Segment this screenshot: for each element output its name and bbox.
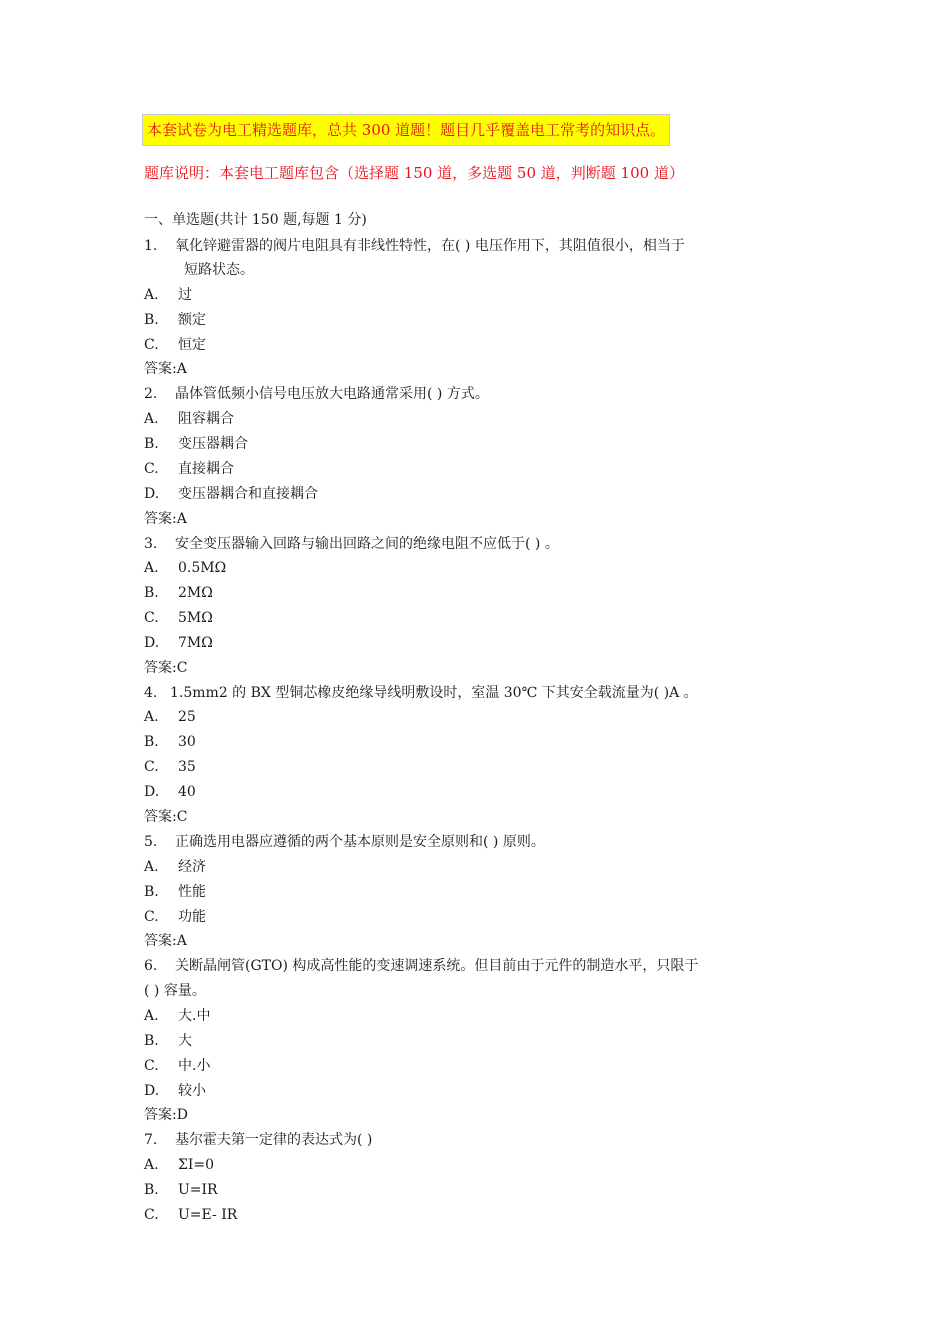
option-letter: B.	[144, 585, 159, 601]
question-text-continued: 短路状态。	[184, 262, 254, 278]
option-letter: A.	[144, 411, 159, 427]
option-text: 直接耦合	[178, 461, 234, 477]
question-4	[144, 682, 698, 704]
option-letter: B.	[144, 884, 159, 900]
option-text: 额定	[178, 312, 206, 328]
option-d	[144, 632, 213, 654]
option-text: 功能	[178, 909, 206, 925]
option-c	[144, 1055, 210, 1077]
option-letter: C.	[144, 1058, 159, 1074]
answer: 答案:A	[144, 511, 187, 527]
option-text: 35	[178, 759, 196, 775]
option-d	[144, 781, 196, 803]
question-number: 2.	[144, 386, 158, 402]
question-number: 4.	[144, 685, 158, 701]
answer: 答案:C	[144, 660, 188, 676]
option-letter: C.	[144, 1207, 159, 1223]
option-c	[144, 458, 234, 480]
question-number: 6.	[144, 958, 158, 974]
question-text: 氧化锌避雷器的阀片电阻具有非线性特性，在( ) 电压作用下，其阻值很小，相当于	[175, 238, 685, 254]
option-text: 0.5MΩ	[178, 560, 227, 576]
option-letter: A.	[144, 1157, 159, 1173]
option-letter: D.	[144, 1083, 160, 1099]
question-5	[144, 831, 545, 853]
answer: 答案:C	[144, 809, 188, 825]
option-a	[144, 706, 196, 728]
question-number: 7.	[144, 1132, 158, 1148]
option-text: ΣI=0	[178, 1157, 215, 1173]
option-b	[144, 1179, 218, 1201]
option-text: 中.小	[178, 1058, 211, 1074]
option-a	[144, 284, 192, 306]
option-letter: B.	[144, 1182, 159, 1198]
option-a	[144, 1154, 214, 1176]
option-letter: B.	[144, 312, 159, 328]
option-letter: A.	[144, 287, 159, 303]
question-7	[144, 1129, 372, 1151]
option-letter: A.	[144, 560, 159, 576]
question-number: 3.	[144, 536, 158, 552]
option-a	[144, 856, 206, 878]
option-text: 大	[178, 1033, 192, 1049]
option-d	[144, 483, 318, 505]
option-a	[144, 557, 226, 579]
option-text: 经济	[178, 859, 206, 875]
option-c	[144, 607, 213, 629]
option-b	[144, 1030, 192, 1052]
option-letter: B.	[144, 734, 159, 750]
question-2	[144, 383, 489, 405]
answer: 答案:A	[144, 361, 187, 377]
question-text-continued: ( ) 容量。	[144, 983, 206, 999]
option-c	[144, 334, 206, 356]
option-c	[144, 1204, 237, 1226]
question-6	[144, 955, 698, 977]
option-b	[144, 309, 206, 331]
bank-description: 题库说明：本套电工题库包含（选择题 150 道，多选题 50 道，判断题 100 道）	[144, 164, 684, 182]
option-letter: B.	[144, 1033, 159, 1049]
option-text: 较小	[178, 1083, 206, 1099]
question-1	[144, 235, 685, 257]
option-letter: C.	[144, 461, 159, 477]
option-a	[144, 408, 234, 430]
option-text: 阻容耦合	[178, 411, 234, 427]
option-text: 变压器耦合和直接耦合	[178, 486, 318, 502]
option-b	[144, 582, 213, 604]
question-3	[144, 533, 559, 555]
option-d	[144, 1080, 206, 1102]
option-text: 2MΩ	[178, 585, 213, 601]
option-letter: D.	[144, 635, 160, 651]
answer: 答案:D	[144, 1107, 188, 1123]
option-letter: C.	[144, 337, 159, 353]
section-title: 一、单选题(共计 150 题,每题 1 分)	[144, 212, 367, 228]
option-b	[144, 881, 206, 903]
exam-banner: 本套试卷为电工精选题库，总共 300 道题！题目几乎覆盖电工常考的知识点。	[142, 114, 670, 146]
option-text: 25	[178, 709, 196, 725]
option-c	[144, 756, 196, 778]
option-text: 恒定	[178, 337, 206, 353]
option-text: U=IR	[178, 1182, 218, 1198]
option-letter: A.	[144, 709, 159, 725]
option-b	[144, 731, 196, 753]
option-letter: D.	[144, 784, 160, 800]
option-letter: C.	[144, 759, 159, 775]
option-text: 30	[178, 734, 196, 750]
option-letter: A.	[144, 859, 159, 875]
option-text: 大.中	[178, 1008, 211, 1024]
question-text: 晶体管低频小信号电压放大电路通常采用( ) 方式。	[175, 386, 489, 402]
option-letter: D.	[144, 486, 160, 502]
question-text: 关断晶闸管(GTO) 构成高性能的变速调速系统。但目前由于元件的制造水平，只限于	[175, 958, 699, 974]
option-letter: A.	[144, 1008, 159, 1024]
option-letter: B.	[144, 436, 159, 452]
option-text: 5MΩ	[178, 610, 213, 626]
option-b	[144, 433, 248, 455]
option-text: U=E- IR	[178, 1207, 238, 1223]
option-text: 过	[178, 287, 192, 303]
option-text: 7MΩ	[178, 635, 213, 651]
option-text: 变压器耦合	[178, 436, 248, 452]
option-text: 性能	[178, 884, 206, 900]
option-c	[144, 906, 206, 928]
question-number: 1.	[144, 238, 158, 254]
question-number: 5.	[144, 834, 158, 850]
question-text: 安全变压器输入回路与输出回路之间的绝缘电阻不应低于( ) 。	[175, 536, 559, 552]
option-a	[144, 1005, 210, 1027]
question-text: 基尔霍夫第一定律的表达式为( )	[175, 1132, 373, 1148]
option-text: 40	[178, 784, 196, 800]
question-text: 1.5mm2 的 BX 型铜芯橡皮绝缘导线明敷设时，室温 30℃ 下其安全载流量为( )A 。	[170, 685, 698, 701]
option-letter: C.	[144, 610, 159, 626]
answer: 答案:A	[144, 933, 187, 949]
option-letter: C.	[144, 909, 159, 925]
question-text: 正确选用电器应遵循的两个基本原则是安全原则和( ) 原则。	[175, 834, 545, 850]
